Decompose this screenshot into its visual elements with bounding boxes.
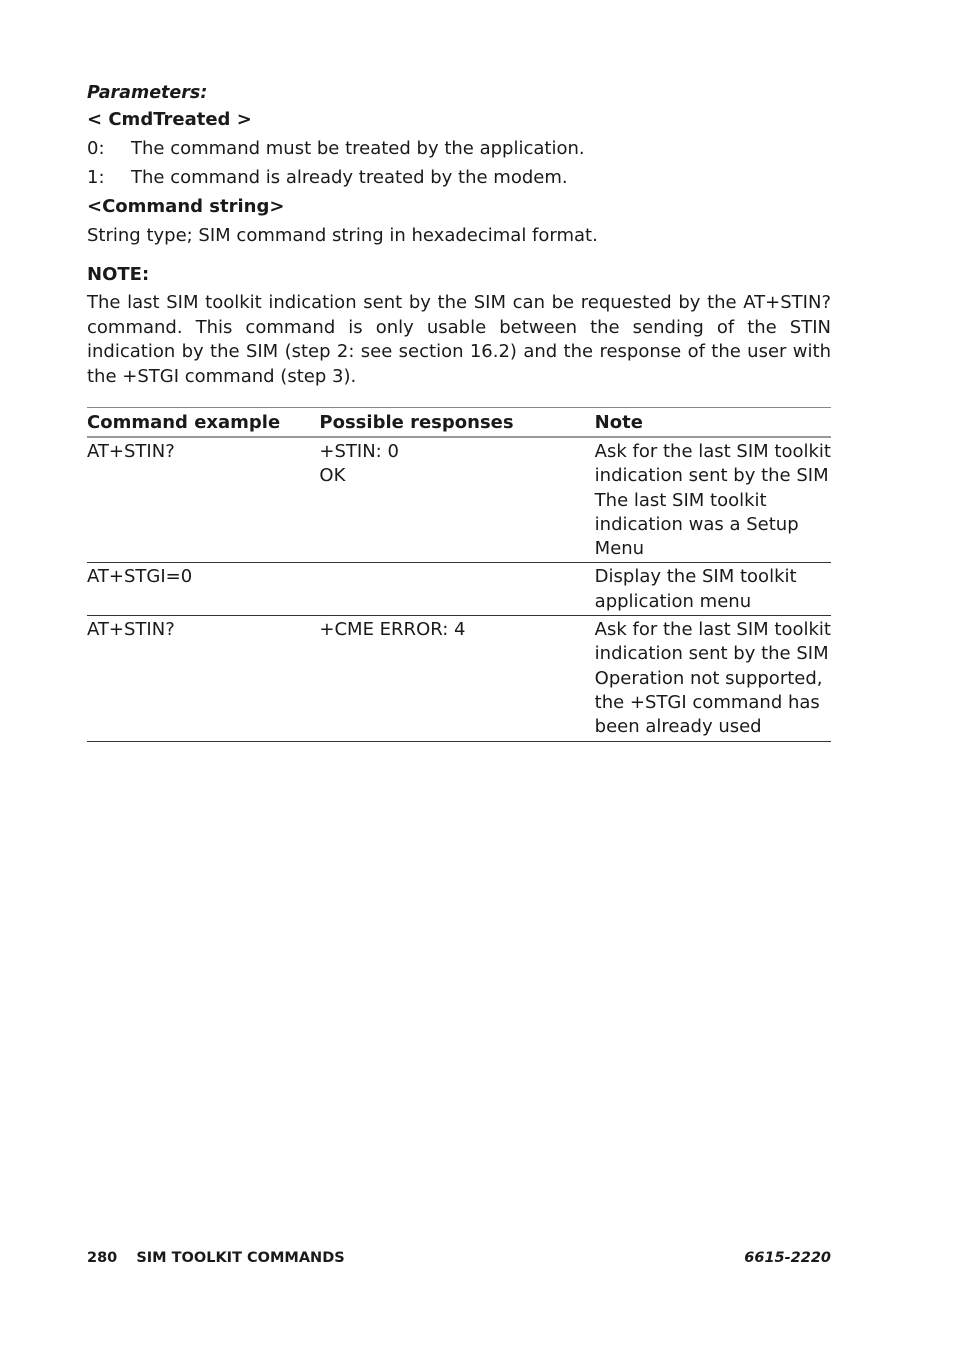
- note-line: Ask for the last SIM toolkit: [594, 441, 831, 462]
- note-line: been already used: [594, 716, 762, 738]
- header-command-example: Command example: [87, 408, 319, 438]
- header-note: Note: [595, 408, 831, 438]
- note-line: indication sent by the SIM: [594, 465, 829, 487]
- note-line: Menu: [594, 538, 645, 560]
- enum-text: The command must be treated by the application.: [131, 138, 585, 159]
- cell-command: [87, 616, 319, 741]
- enum-key: 0:: [87, 138, 105, 159]
- section-title: SIM TOOLKIT COMMANDS: [136, 1250, 345, 1266]
- response-line: +CME ERROR: 4: [319, 619, 466, 641]
- command-text: AT+STGI=0: [87, 566, 193, 588]
- cell-note: [595, 437, 831, 563]
- note-line: application menu: [594, 590, 752, 612]
- cell-command: [87, 563, 319, 616]
- document-number: 6615-2220: [744, 1250, 831, 1266]
- response-line: +STIN: 0: [319, 441, 399, 462]
- note-line: Display the SIM toolkit: [594, 566, 797, 588]
- command-text: AT+STIN?: [87, 441, 175, 462]
- cell-note: [595, 616, 831, 741]
- cell-note: [595, 563, 831, 616]
- response-line: OK: [319, 465, 346, 487]
- cell-responses: [319, 563, 594, 616]
- note-line: the +STGI command has: [594, 691, 820, 713]
- enum-row: [87, 134, 831, 163]
- command-text: AT+STIN?: [87, 619, 175, 641]
- cell-responses: [319, 616, 594, 741]
- note-text: The last SIM toolkit indication sent by the SIM can be requested by the AT+STIN? command. This command is only usable between the sending of the STIN indication by the SIM (step 2: see section 16.2) and the response of the user with the +STGI command (step 3).: [87, 292, 831, 387]
- enum-row: [87, 163, 831, 192]
- cell-responses: [319, 437, 594, 563]
- note-line: The last SIM toolkit: [594, 489, 767, 511]
- note-line: indication sent by the SIM: [594, 643, 829, 665]
- enum-text: The command is already treated by the modem.: [131, 167, 568, 188]
- table-row: [87, 616, 831, 741]
- note-line: Operation not supported,: [594, 667, 823, 689]
- param-command-string-name: <Command string>: [87, 196, 285, 217]
- parameters-heading: Parameters:: [87, 83, 208, 103]
- table-header-row: [87, 408, 831, 438]
- param-cmdtreated-name: < CmdTreated >: [87, 109, 252, 130]
- page-number: 280: [87, 1250, 118, 1266]
- table-row: [87, 563, 831, 616]
- note-heading: NOTE:: [87, 264, 150, 285]
- page-content: [87, 80, 831, 742]
- table-row: [87, 437, 831, 563]
- cell-command: [87, 437, 319, 563]
- param-command-string-desc: String type; SIM command string in hexadecimal format.: [87, 225, 598, 246]
- enum-key: 1:: [87, 167, 105, 188]
- note-line: Ask for the last SIM toolkit: [594, 619, 831, 641]
- note-line: indication was a Setup: [594, 513, 799, 535]
- command-table: [87, 407, 831, 742]
- header-possible-responses: Possible responses: [319, 408, 594, 438]
- page-footer: [87, 1250, 831, 1266]
